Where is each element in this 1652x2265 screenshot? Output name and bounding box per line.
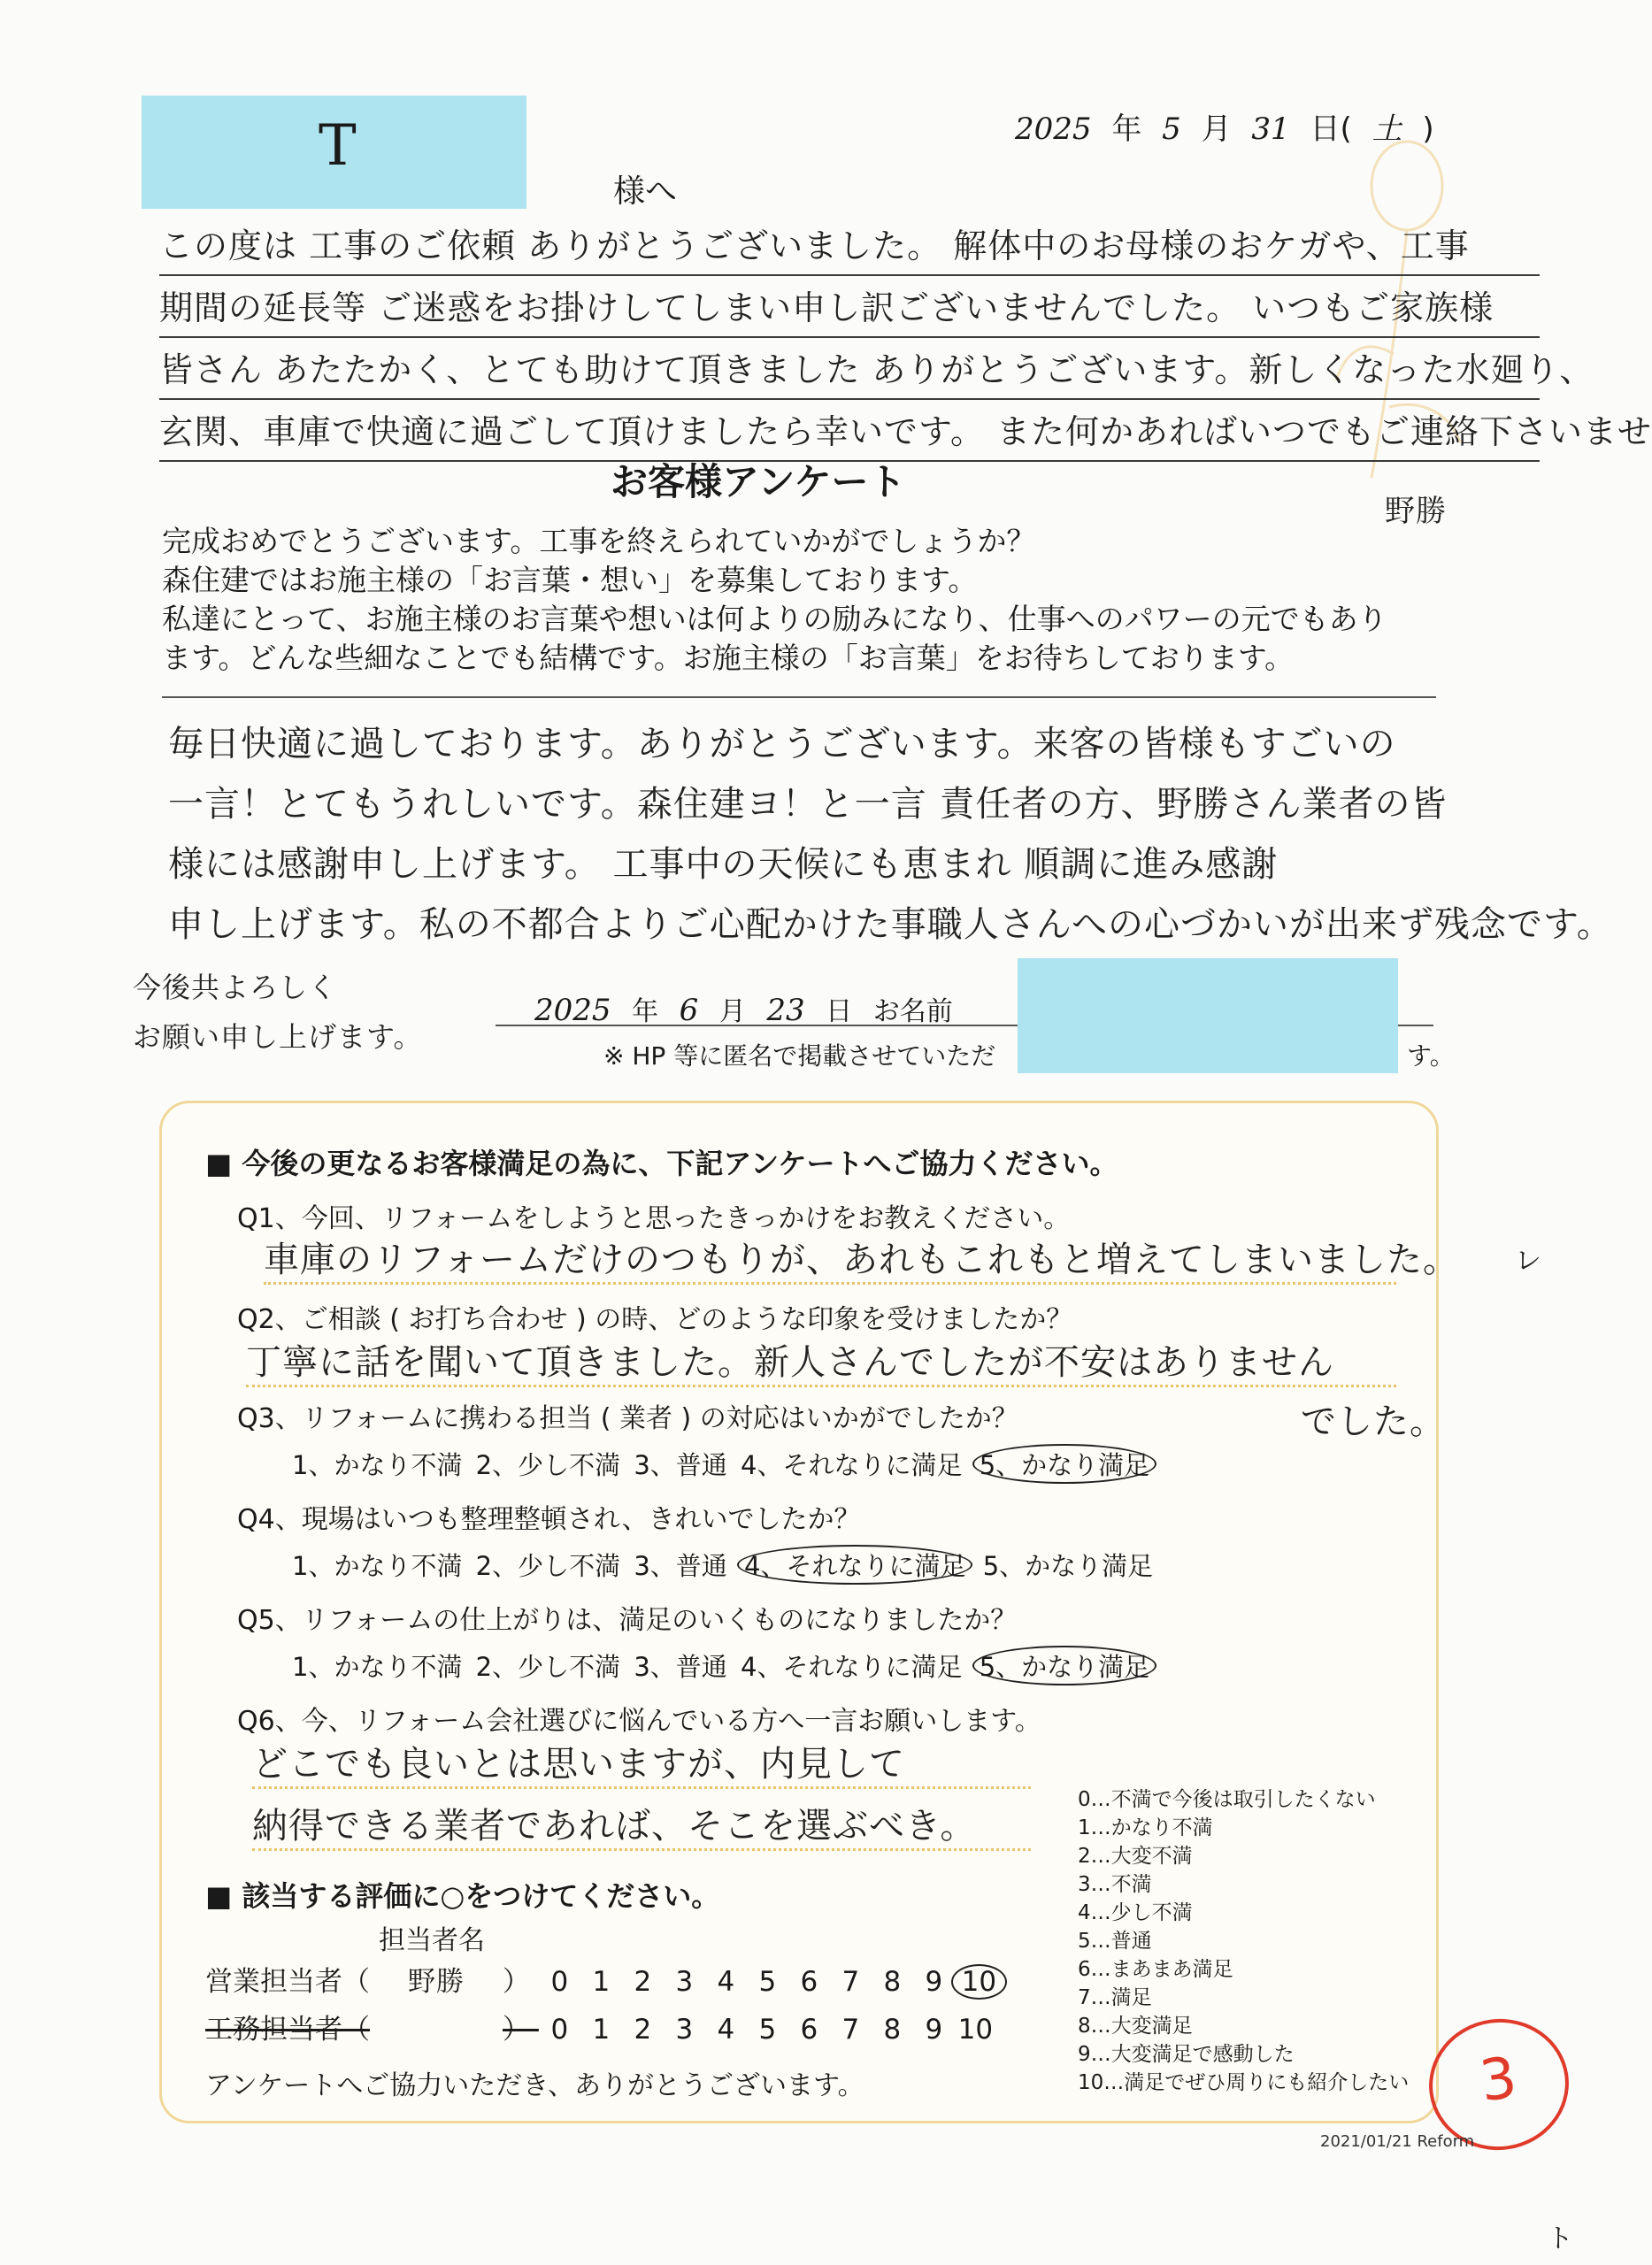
sales-score: 7 — [841, 1966, 860, 1998]
response-line: 一言！とてもうれしいです。森住建ヨ！と一言 責任者の方、野勝さん業者の皆 — [168, 784, 1448, 825]
q2-answer: 丁寧に話を聞いて頂きました。新人さんでしたが不安はありません — [246, 1334, 1396, 1387]
response-year: 2025 — [534, 993, 611, 1028]
weekday-close: ) — [1422, 111, 1434, 147]
staff-name-header: 担当者名 — [379, 1925, 485, 1956]
legend-item: 10…満足でぜひ周りにも紹介したい — [1078, 2071, 1410, 2094]
sales-score: 6 — [800, 1966, 818, 1998]
q4-option-2: 2、少し不満 — [475, 1551, 621, 1581]
margin-mark: ト — [1547, 2223, 1574, 2254]
legend-item: 6…まあまあ満足 — [1078, 1958, 1233, 1981]
thanks-message: アンケートへご協力いただき、ありがとうございます。 — [205, 2070, 864, 2101]
questionnaire-heading-text: 今後の更なるお客様満足の為に、下記アンケートへご協力ください。 — [242, 1147, 1118, 1180]
response-date-line — [522, 989, 953, 1028]
works-score: 3 — [675, 2014, 694, 2046]
intro-line: 私達にとって、お施主様のお言葉や想いは何よりの励みになり、仕事へのパワーの元でもあり — [162, 602, 1387, 636]
square-bullet-icon: ■ — [205, 1879, 242, 1913]
questionnaire-heading — [205, 1141, 1118, 1182]
sales-label: 営業担当者（ — [205, 1966, 370, 1998]
q5-option-5-selected: 5、かなり満足 — [972, 1646, 1156, 1685]
q4-option-3: 3、普通 — [634, 1551, 727, 1581]
legend-item: 8…大変満足 — [1078, 2015, 1193, 2038]
sales-score: 1 — [592, 1966, 611, 1998]
name-label: お名前 — [872, 996, 953, 1027]
q5-question: Q5、リフォームの仕上がりは、満足のいくものになりましたか？ — [237, 1605, 1018, 1636]
day-unit: 日( — [1310, 111, 1352, 147]
q6-answer-line1: どこでも良いとは思いますが、内見して — [252, 1736, 1031, 1789]
response-line: 様には感謝申し上げます。 工事中の天候にも恵まれ 順調に進み感謝 — [168, 844, 1279, 885]
q5-option-3: 3、普通 — [634, 1652, 727, 1682]
square-bullet-icon: ■ — [205, 1147, 242, 1180]
q3-option-4: 4、それなりに満足 — [741, 1450, 963, 1480]
q3-option-5-selected: 5、かなり満足 — [972, 1444, 1156, 1484]
letter-signature: 野勝 — [1385, 494, 1447, 529]
works-score: 7 — [841, 2014, 860, 2046]
legend-item: 9…大変満足で感動した — [1078, 2043, 1295, 2066]
recipient-suffix: 様へ — [613, 173, 678, 210]
q5-option-1: 1、かなり不満 — [292, 1652, 463, 1682]
legend-item: 5…普通 — [1078, 1930, 1152, 1953]
recipient-name: T — [319, 113, 357, 179]
q6-answer-line2: 納得できる業者であれば、そこを選ぶべき。 — [252, 1798, 1031, 1851]
sales-score: 2 — [634, 1966, 652, 1998]
response-year-unit: 年 — [632, 996, 659, 1027]
divider — [162, 696, 1436, 698]
response-closing — [133, 963, 422, 1062]
legend-item: 7…満足 — [1078, 1986, 1152, 2009]
sales-score: 0 — [550, 1966, 569, 1998]
survey-title: お客様アンケート — [611, 460, 906, 503]
rating-heading-text: 該当する評価に○をつけてください。 — [242, 1879, 720, 1913]
rating-heading — [205, 1874, 719, 1915]
letter-year: 2025 — [1015, 111, 1092, 147]
letter-day: 31 — [1251, 111, 1290, 147]
year-unit: 年 — [1111, 111, 1142, 147]
q2-question: Q2、ご相談 ( お打ち合わせ ) の時、どのような印象を受けましたか？ — [237, 1304, 1073, 1335]
response-day: 23 — [766, 993, 805, 1028]
works-label: 工務担当者（ — [205, 2014, 370, 2046]
q3-options — [292, 1444, 1153, 1484]
q4-option-1: 1、かなり不満 — [292, 1551, 463, 1581]
letter-line: 皆さん あたたかく、とても助けて頂きました ありがとうございます。新しくなった水廻り、 — [159, 345, 1540, 400]
sales-staff-name: 野勝 — [408, 1966, 465, 1998]
letter-month: 5 — [1162, 111, 1181, 147]
works-score: 5 — [758, 2014, 777, 2046]
legend-item: 0…不満で今後は取引したくない — [1078, 1788, 1376, 1811]
q6-question: Q6、今、リフォーム会社選びに悩んでいる方へ一言お願いします。 — [237, 1706, 1041, 1737]
intro-line: 森住建ではお施主様の「お言葉・想い」を募集しております。 — [162, 563, 978, 597]
sales-score: 9 — [925, 1966, 943, 1998]
letter-line: この度は 工事のご依頼 ありがとうございました。 解体中のお母様のおケガや、工事 — [159, 221, 1540, 276]
response-day-unit: 日 — [826, 996, 853, 1027]
q4-option-4-selected: 4、それなりに満足 — [737, 1545, 972, 1585]
sales-paren: ） — [503, 1966, 530, 1998]
closing-line: お願い申し上げます。 — [133, 1020, 423, 1054]
rating-legend — [1078, 1785, 1409, 2097]
intro-line: ます。どんな些細なことでも結構です。お施主様の「お言葉」をお待ちしております。 — [162, 641, 1295, 675]
form-version: 2021/01/21 Reform — [1320, 2132, 1475, 2151]
works-score: 0 — [550, 2014, 569, 2046]
legend-item: 2…大変不満 — [1078, 1845, 1193, 1868]
legend-item: 4…少し不満 — [1078, 1901, 1193, 1924]
month-unit: 月 — [1201, 111, 1232, 147]
works-score: 10 — [957, 2014, 994, 2046]
q4-option-5: 5、かなり満足 — [982, 1551, 1154, 1581]
closing-line: 今後共よろしく — [133, 971, 338, 1004]
q3-question: Q3、リフォームに携わる担当 ( 業者 ) の対応はいかがでしたか？ — [237, 1403, 1018, 1434]
works-score: 9 — [925, 2014, 943, 2046]
sales-score: 8 — [883, 1966, 902, 1998]
sales-score-selected: 10 — [951, 1964, 1007, 2000]
q4-options — [292, 1545, 1153, 1585]
works-score: 6 — [800, 2014, 818, 2046]
q5-option-2: 2、少し不満 — [475, 1652, 621, 1682]
anonymous-notice-end: す。 — [1407, 1041, 1455, 1071]
response-month-unit: 月 — [718, 996, 746, 1027]
q3-option-3: 3、普通 — [634, 1450, 727, 1480]
works-score: 1 — [592, 2014, 611, 2046]
legend-item: 3…不満 — [1078, 1873, 1152, 1896]
works-score: 4 — [717, 2014, 735, 2046]
works-score: 8 — [883, 2014, 902, 2046]
red-stamp: 3 — [1420, 2010, 1577, 2160]
q1-question: Q1、今回、リフォームをしようと思ったきっかけをお教えください。 — [237, 1203, 1071, 1234]
sales-rating-row — [205, 1959, 1003, 2000]
works-paren: ） — [503, 2014, 530, 2046]
letter-line: 玄関、車庫で快適に過ごして頂けましたら幸いです。 また何かあればいつでもご連絡下さいませ — [159, 407, 1540, 462]
intro-line: 完成おめでとうございます。工事を終えられていかがでしょうか？ — [162, 524, 1036, 558]
customer-name-redaction — [1018, 958, 1398, 1073]
letter-line: 期間の延長等 ご迷惑をお掛けしてしまい申し訳ございませんでした。 いつもご家族様 — [159, 283, 1540, 338]
response-line: 申し上げます。私の不都合よりご心配かけた事職人さんへの心づかいが出来ず残念です。 — [168, 904, 1613, 945]
q5-option-4: 4、それなりに満足 — [741, 1652, 963, 1682]
works-score: 2 — [634, 2014, 652, 2046]
sales-score: 5 — [758, 1966, 777, 1998]
q5-options — [292, 1646, 1153, 1685]
q3-option-2: 2、少し不満 — [475, 1450, 621, 1480]
response-line: 毎日快適に過しております。ありがとうございます。来客の皆様もすごいの — [168, 724, 1396, 764]
q2-answer-cont: でした。 — [1301, 1401, 1446, 1442]
letter-weekday: 土 — [1372, 111, 1402, 147]
sales-score: 3 — [675, 1966, 694, 1998]
q4-question: Q4、現場はいつも整理整頓され、きれいでしたか？ — [237, 1504, 861, 1535]
works-rating-row — [205, 2007, 996, 2046]
sales-score: 4 — [717, 1966, 735, 1998]
q3-option-1: 1、かなり不満 — [292, 1450, 463, 1480]
anonymous-notice: ※ HP 等に匿名で掲載させていただ — [603, 1041, 996, 1071]
margin-check-mark: レ — [1515, 1246, 1542, 1277]
legend-item: 1…かなり不満 — [1078, 1816, 1213, 1839]
survey-intro — [162, 522, 1454, 678]
response-month: 6 — [679, 993, 699, 1028]
q1-answer: 車庫のリフォームだけのつもりが、あれもこれもと増えてしまいました。 — [264, 1232, 1396, 1285]
